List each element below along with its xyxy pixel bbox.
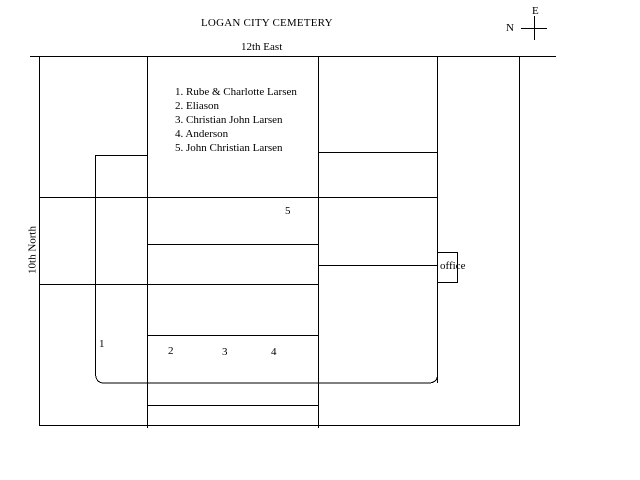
- grave-marker-1: 1: [99, 338, 105, 350]
- legend-item: 3. Christian John Larsen: [175, 114, 283, 126]
- legend-item: 1. Rube & Charlotte Larsen: [175, 86, 297, 98]
- office-label: office: [440, 260, 466, 272]
- map-title: LOGAN CITY CEMETERY: [201, 17, 333, 29]
- grave-marker-5: 5: [285, 205, 291, 217]
- street-label-10th-north: 10th North: [26, 226, 39, 274]
- loop-south: [96, 373, 438, 383]
- legend-item: 5. John Christian Larsen: [175, 142, 283, 154]
- legend-item: 4. Anderson: [175, 128, 229, 140]
- grave-marker-3: 3: [222, 346, 228, 358]
- grave-marker-2: 2: [168, 345, 174, 357]
- street-label-12th-east: 12th East: [241, 41, 283, 53]
- grave-legend: [175, 85, 297, 155]
- grave-marker-4: 4: [271, 346, 277, 358]
- legend-item: 2. Eliason: [175, 100, 219, 112]
- compass-east-label: E: [532, 5, 539, 17]
- compass-north-label: N: [506, 22, 514, 34]
